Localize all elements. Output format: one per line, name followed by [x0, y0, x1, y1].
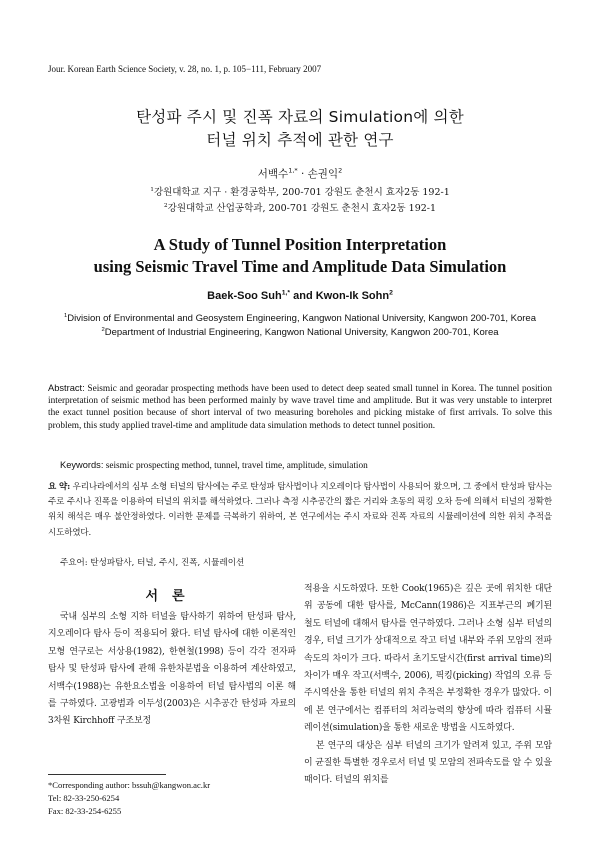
body-paragraph: 본 연구의 대상은 심부 터널의 크기가 알려져 있고, 주위 모암이 균질한 특별한 경우로서 터널 및 모암의 전파속도를 알 수 있을 때이다. 터널의 위치를 — [304, 740, 552, 786]
abstract-text: Seismic and georadar prospecting methods have been used to detect deep seated small tunnel in Korea. The tunnel position interpretation of seismic method has been performed mainly by wave travel time and amplitude. But it was very unstable to interpret the exact tunnel position because of short interval of two measuring boreholes and picking mistake of first arrivals. To solve this problem, this study applied travel-time and amplitude data simulation methods to detect tunnel position. — [48, 384, 552, 431]
english-author-and: and — [290, 290, 316, 302]
body-paragraph: 국내 심부의 소형 지하 터널을 탐사하기 위하여 탄성파 탐사, 지오레이다 탐사 등이 적용되어 왔다. 터널 탐사에 대한 이론적인 모형 연구로는 서상용(1982), 한현철(1998) 등이 각각 전자파 탐사 및 탄성파 탐사에 관해 유한차분법을 이용하여 계산하였고, 서백수(1988)는 유한요소법을 이용하여 터널 탐사법의 이론 해를 구하였다. 고광범과 이두성(2003)은 시추공간 탄성파 자료의 3차원 Kirchhoff 구조보정 — [48, 612, 296, 727]
english-affiliation — [40, 326, 560, 340]
right-column — [304, 581, 552, 790]
korean-keywords-label: 주요어: — [60, 558, 88, 568]
english-abstract — [48, 382, 552, 432]
korean-title — [0, 106, 600, 152]
english-affiliations — [40, 312, 560, 340]
korean-author-1: 서백수 — [257, 168, 289, 180]
abstract-label: Abstract: — [48, 383, 85, 393]
affiliation-text: Division of Environmental and Geosystem Engineering, Kangwon National University, Kangwon 200-701, Korea — [67, 313, 537, 324]
english-author-2: Kwon-Ik Sohn — [315, 290, 390, 302]
korean-author-2: 손권익 — [307, 168, 339, 180]
korean-abstract-text: 우리나라에서의 심부 소형 터널의 탐사에는 주로 탄성파 탐사법이나 지오레이다 탐사법이 사용되어 왔으며, 그 중에서 탄성파 탐사는 주로 주시나 진폭을 이용하여 터널의 위치를 해석하였다. 그러나 측정 시추공간의 짧은 거리와 초동의 픽킹 오차 등에 의해서 터널의 정확한 위치 해석은 매우 불안정하였다. 이러한 문제를 극복하기 위하여, 본 연구에서는 주시 자료와 진폭 자료의 시뮬레이션에 의한 위치 추적을 시도하였다. — [48, 482, 552, 538]
left-column — [48, 609, 296, 731]
korean-title-line-2: 터널 위치 추적에 관한 연구 — [206, 131, 394, 149]
english-author-1: Baek-Soo Suh — [207, 290, 282, 302]
english-author-2-sup: 2 — [389, 289, 393, 297]
korean-affiliations — [0, 185, 600, 217]
keywords-label: Keywords: — [60, 460, 104, 470]
telephone: Tel: 82-33-250-6254 — [48, 793, 120, 803]
affiliation-sup: 1 — [150, 186, 154, 193]
english-title — [0, 234, 600, 278]
korean-keywords-text: 탄성파탐사, 터널, 주시, 진폭, 시뮬레이션 — [87, 558, 245, 568]
english-title-line-1: A Study of Tunnel Position Interpretation — [153, 235, 447, 254]
korean-abstract-label: 요 약: — [48, 482, 71, 492]
english-keywords — [60, 460, 368, 471]
affiliation-sup: 2 — [101, 326, 105, 333]
english-authors — [0, 290, 600, 302]
affiliation-text: Department of Industrial Engineering, Kangwon National University, Kangwon 200-701, Korea — [104, 327, 499, 338]
english-author-1-sup: 1,* — [281, 289, 291, 297]
affiliation-text: 강원대학교 산업공학과, 200-701 강원도 춘천시 효자2동 192-1 — [167, 203, 437, 214]
keywords-text: seismic prospecting method, tunnel, travel time, amplitude, simulation — [103, 461, 368, 471]
english-title-line-2: using Seismic Travel Time and Amplitude Data Simulation — [93, 257, 507, 276]
korean-author-2-sup: 2 — [338, 166, 343, 175]
journal-citation: Jour. Korean Earth Science Society, v. 28, no. 1, p. 105−111, February 2007 — [48, 64, 322, 74]
korean-title-line-1: 탄성파 주시 및 진폭 자료의 Simulation에 의한 — [136, 108, 464, 126]
korean-keywords — [60, 556, 244, 568]
footnote — [48, 779, 210, 818]
korean-abstract — [48, 480, 552, 541]
korean-affiliation — [0, 201, 600, 217]
affiliation-text: 강원대학교 지구 · 환경공학부, 200-701 강원도 춘천시 효자2동 192-1 — [153, 187, 450, 198]
english-affiliation — [40, 312, 560, 326]
korean-authors — [0, 166, 600, 181]
corresponding-author: *Corresponding author: bssuh@kangwon.ac.kr — [48, 780, 211, 790]
korean-author-separator: · — [297, 168, 308, 180]
korean-author-1-sup: 1,* — [288, 166, 298, 175]
section-heading-introduction: 서론 — [145, 589, 199, 604]
affiliation-sup: 2 — [163, 202, 168, 209]
body-paragraph: 적용을 시도하였다. 또한 Cook(1965)은 깊은 곳에 위치한 대단위 공동에 대한 탐사를, McCann(1986)은 지표부근의 폐기된 철도 터널에 대해서 탐사를 연구하였다. 그러나 소형 심부 터널의 경우, 터널 크기가 상대적으로 작고 터널 내부와 주위 모암의 전파 속도의 차이가 크다. 따라서 초기도달시간(first arrival time)의 차이가 매우 작고(서백수, 2006), 픽킹(picking) 작업의 오류 등 주시역산을 통한 터널의 위치 추적은 부정확한 경우가 많았다. 이에 본 연구에서는 컴퓨터의 처리능력의 향상에 따라 컴퓨터 시뮬레이션(simulation)을 통한 새로운 방법을 시도하였다. — [304, 584, 552, 734]
footnote-divider — [48, 774, 166, 775]
korean-affiliation — [0, 185, 600, 201]
fax: Fax: 82-33-254-6255 — [48, 806, 122, 816]
affiliation-sup: 1 — [63, 312, 68, 319]
